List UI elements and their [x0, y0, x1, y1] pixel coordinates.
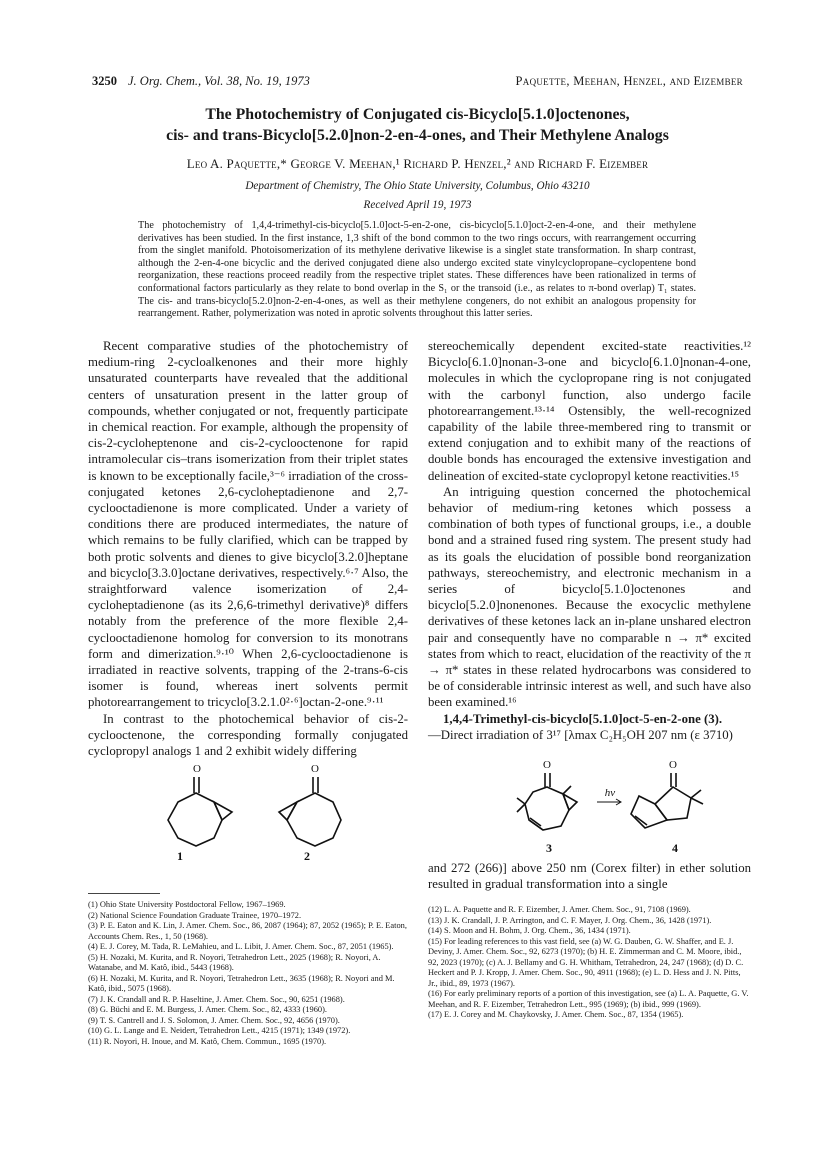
right-paragraph-4: and 272 (266)] above 250 nm (Corex filter) in ether solution resulted in gradual transformation into a single	[428, 861, 751, 892]
compound-label-3: 3	[546, 841, 552, 855]
right-column	[428, 338, 751, 743]
footnote: (15) For leading references to this vast field, see (a) W. G. Dauben, G. W. Shaffer, and E. J. Deviny, J. Amer. Chem. Soc., 92, 6273 (1970); (b) H. E. Zimmerman and C. M. Moore, ibid., 92, 2023 (1970); (c) A. J. Bellamy and G. H. Whitham, Tetrahedron, 24, 247 (1968); (d) D. C. Heckert and P. J. Kropp, J. Amer. Chem. Soc., 90, 4911 (1968); (e) L. D. Hess and J. N. Pitts, Jr., ibid., 89, 1973 (1967).	[428, 936, 744, 988]
title-line-1: The Photochemistry of Conjugated cis-Bicyclo[5.1.0]octenones,	[205, 106, 630, 123]
left-column	[88, 338, 408, 759]
structure-compound-2	[275, 760, 365, 863]
footnote: (10) G. L. Lange and E. Neidert, Tetrahedron Lett., 4215 (1971); 1349 (1972).	[88, 1026, 351, 1035]
running-authors: Paquette, Meehan, Henzel, and Eizember	[515, 74, 743, 88]
footnote: (4) E. J. Corey, M. Tada, R. LeMahieu, and L. Libit, J. Amer. Chem. Soc., 87, 2051 (1965).	[88, 942, 394, 951]
footnote: (14) S. Moon and H. Bohm, J. Org. Chem., 36, 1434 (1971).	[428, 926, 631, 935]
footnote: (17) E. J. Corey and M. Chaykovsky, J. Amer. Chem. Soc., 87, 1354 (1965).	[428, 1010, 684, 1019]
reaction-scheme-3-to-4	[515, 756, 715, 856]
structure-compound-1	[150, 760, 240, 863]
footnotes-left	[88, 900, 410, 1047]
footnote: (3) P. E. Eaton and K. Lin, J. Amer. Chem. Soc., 86, 2087 (1964); 87, 2052 (1965); P. E. Eaton, Accounts Chem. Res., 1, 50 (1968).	[88, 921, 407, 941]
footnote: (7) J. K. Crandall and R. P. Haseltine, J. Amer. Chem. Soc., 90, 6251 (1968).	[88, 994, 345, 1004]
oxygen-label-2: O	[311, 763, 319, 775]
compound-label-1: 1	[177, 849, 183, 863]
hv-label: hν	[604, 787, 616, 799]
right-column-continued	[428, 860, 751, 892]
footnote-rule	[88, 893, 160, 894]
page-number: 3250	[92, 74, 117, 88]
compound-label-2: 2	[304, 849, 310, 863]
title-line-2: cis- and trans-Bicyclo[5.2.0]non-2-en-4-ones, and Their Methylene Analogs	[166, 127, 669, 144]
footnote: (16) For early preliminary reports of a portion of this investigation, see (a) L. A. Paquette, G. V. Meehan, and R. F. Eizember, Tetrahedron Lett., 995 (1969); (b) ibid., 999 (1969).	[428, 989, 749, 1009]
oxygen-label-1: O	[193, 763, 201, 775]
right-paragraph-1: stereochemically dependent excited-state reactivities.¹² Bicyclo[6.1.0]nonan-3-one and bicyclo[6.1.0]nonan-4-one, molecules in which the cyclopropane ring is not conjugated with the carbonyl function, also undergo facile photorearrangement.¹³·¹⁴ Ostensibly, the well-recognized capability of the labile three-membered ring to transmit or extend conjugation and to exhibit many of the reactions of double bonds has encouraged the extensive investigation and delineation of excited-state cyclopropyl ketone reactivities.¹⁵	[428, 339, 751, 483]
footnote: (9) T. S. Cantrell and J. S. Solomon, J. Amer. Chem. Soc., 92, 4656 (1970).	[88, 1015, 340, 1025]
compound-label-4: 4	[672, 841, 678, 855]
author-byline: Leo A. Paquette,* George V. Meehan,¹ Richard P. Henzel,² and Richard F. Eizember	[186, 156, 649, 171]
footnote: (13) J. K. Crandall, J. P. Arrington, and C. F. Mayer, J. Org. Chem., 36, 1428 (1971).	[428, 915, 712, 925]
left-paragraph-2: In contrast to the photochemical behavior of cis-2-cyclooctenone, the corresponding formally conjugated cyclopropyl analogs 1 and 2 exhibit widely differing	[88, 711, 408, 759]
footnote: (12) L. A. Paquette and R. F. Eizember, J. Amer. Chem. Soc., 91, 7108 (1969).	[428, 905, 691, 914]
affiliation: Department of Chemistry, The Ohio State University, Columbus, Ohio 43210	[245, 180, 590, 192]
right-paragraph-3: —Direct irradiation of 3¹⁷ [λmax C₂H₅OH 207 nm (ε 3710)	[428, 727, 733, 742]
footnote: (2) National Science Foundation Graduate Trainee, 1970–1972.	[88, 910, 302, 920]
footnote: (11) R. Noyori, H. Inoue, and M. Katô, Chem. Commun., 1695 (1970).	[88, 1036, 327, 1046]
footnote: (5) H. Nozaki, M. Kurita, and R. Noyori, Tetrahedron Lett., 2025 (1968); R. Noyori, A. Watanabe, and M. Katô, ibid., 5443 (1968).	[88, 952, 381, 972]
footnote: (8) G. Büchi and E. M. Burgess, J. Amer. Chem. Soc., 82, 4333 (1960).	[88, 1005, 327, 1014]
left-paragraph-1: Recent comparative studies of the photochemistry of medium-ring 2-cycloalkenones and their more highly unsaturated counterparts have revealed that the additional centers of unsaturation present in the latter group of compounds, whether conjugated or not, frequently participate in chemical reaction. For example, although the propensity of cis-2-cycloheptenone and cis-2-cyclooctenone for rapid intramolecular cis–trans isomerization from their triplet states is known to be exceptionally facile,³⁻⁶ irradiation of the cross-conjugated ketones 2,6-cycloheptadienone and 2,7-cyclooctadienone is more complicated. Under a variety of conditions there are produced intermediates, the nature of which remains to be fully clarified, which can be trapped by both protic solvents and dienes to give bicyclo[3.2.0]heptane and bicyclo[3.3.0]octane derivatives, respectively.⁶·⁷ Also, the straightforward valence isomerization of 2,4-cycloheptadienone (as its 2,6,6-trimethyl derivative)⁸ differs notably from the preference of the more flexible 2,4-cyclooctadienone homolog for conversion to its monotrans form and dimerization.⁹·¹⁰ When 2,6-cyclooctadienone is irradiated in reactive solvents, trapping of the 2-trans-6-cis isomer is found, whereas inert solvents permit photorearrangement to tricyclo[3.2.1.0²·⁶]octan-2-one.⁹·¹¹	[88, 339, 408, 710]
abstract: The photochemistry of 1,4,4-trimethyl-cis-bicyclo[5.1.0]oct-5-en-2-one, cis-bicyclo[5.1.0]oct-2-en-4-one, and their methylene derivatives has been studied. In the first instance, 1,3 shift of the bond common to the two rings occurs, with rearrangement occurring from the singlet manifold. Photoisomerization of its methylene derivative likewise is a singlet state transformation. In sharp contrast, although the 2-en-4-one bicyclic and the derived conjugated diene also undergo excited state vinylcyclopropane–cyclopentene bond reorganization, these reactions proceed readily from the respective triplet states. These differences have been rationalized in terms of conformational factors particularly as they relate to bond overlap in the S₁ or the transoid (i.e., as relates to π-bond overlap) T₁ states. The cis- and trans-bicyclo[5.2.0]non-2-en-4-ones, as well as their methylene congeners, do not exhibit an analogous propensity for rearrangement. Rather, polymerization was noted in aprotic solvents throughout this latter series.	[138, 220, 696, 320]
article-title	[80, 104, 755, 146]
footnote: (1) Ohio State University Postdoctoral Fellow, 1967–1969.	[88, 900, 286, 909]
compound-heading: 1,4,4-Trimethyl-cis-bicyclo[5.1.0]oct-5-en-2-one (3).	[443, 711, 723, 726]
right-paragraph-2: An intriguing question concerned the photochemical behavior of medium-ring ketones which possess a combination of both types of functional groups, i.e., a double bond and a strained fused ring system. The present study had as its goals the elucidation of possible bond reorganization pathways, stereochemistry, and electronic mechanism in a series of bicyclo[5.1.0]octenones and bicyclo[5.2.0]nonenones. Because the exocyclic methylene derivatives of these ketones lack an in-plane unshared electron pair and consequently have no comparable n → π* excited states from which to react, elucidation of the reactivity of the π → π* states in these related hydrocarbons was considered to be of considerable intrinsic interest as well, and such have also been examined.¹⁶	[428, 484, 751, 710]
oxygen-label-3: O	[543, 759, 551, 771]
received-date: Received April 19, 1973	[363, 199, 472, 211]
oxygen-label-4: O	[669, 759, 677, 771]
footnotes-right	[428, 905, 751, 1021]
journal-citation: J. Org. Chem., Vol. 38, No. 19, 1973	[128, 74, 310, 88]
footnote: (6) H. Nozaki, M. Kurita, and R. Noyori, Tetrahedron Lett., 3635 (1968); R. Noyori and M. Katô, ibid., 5075 (1968).	[88, 973, 395, 993]
